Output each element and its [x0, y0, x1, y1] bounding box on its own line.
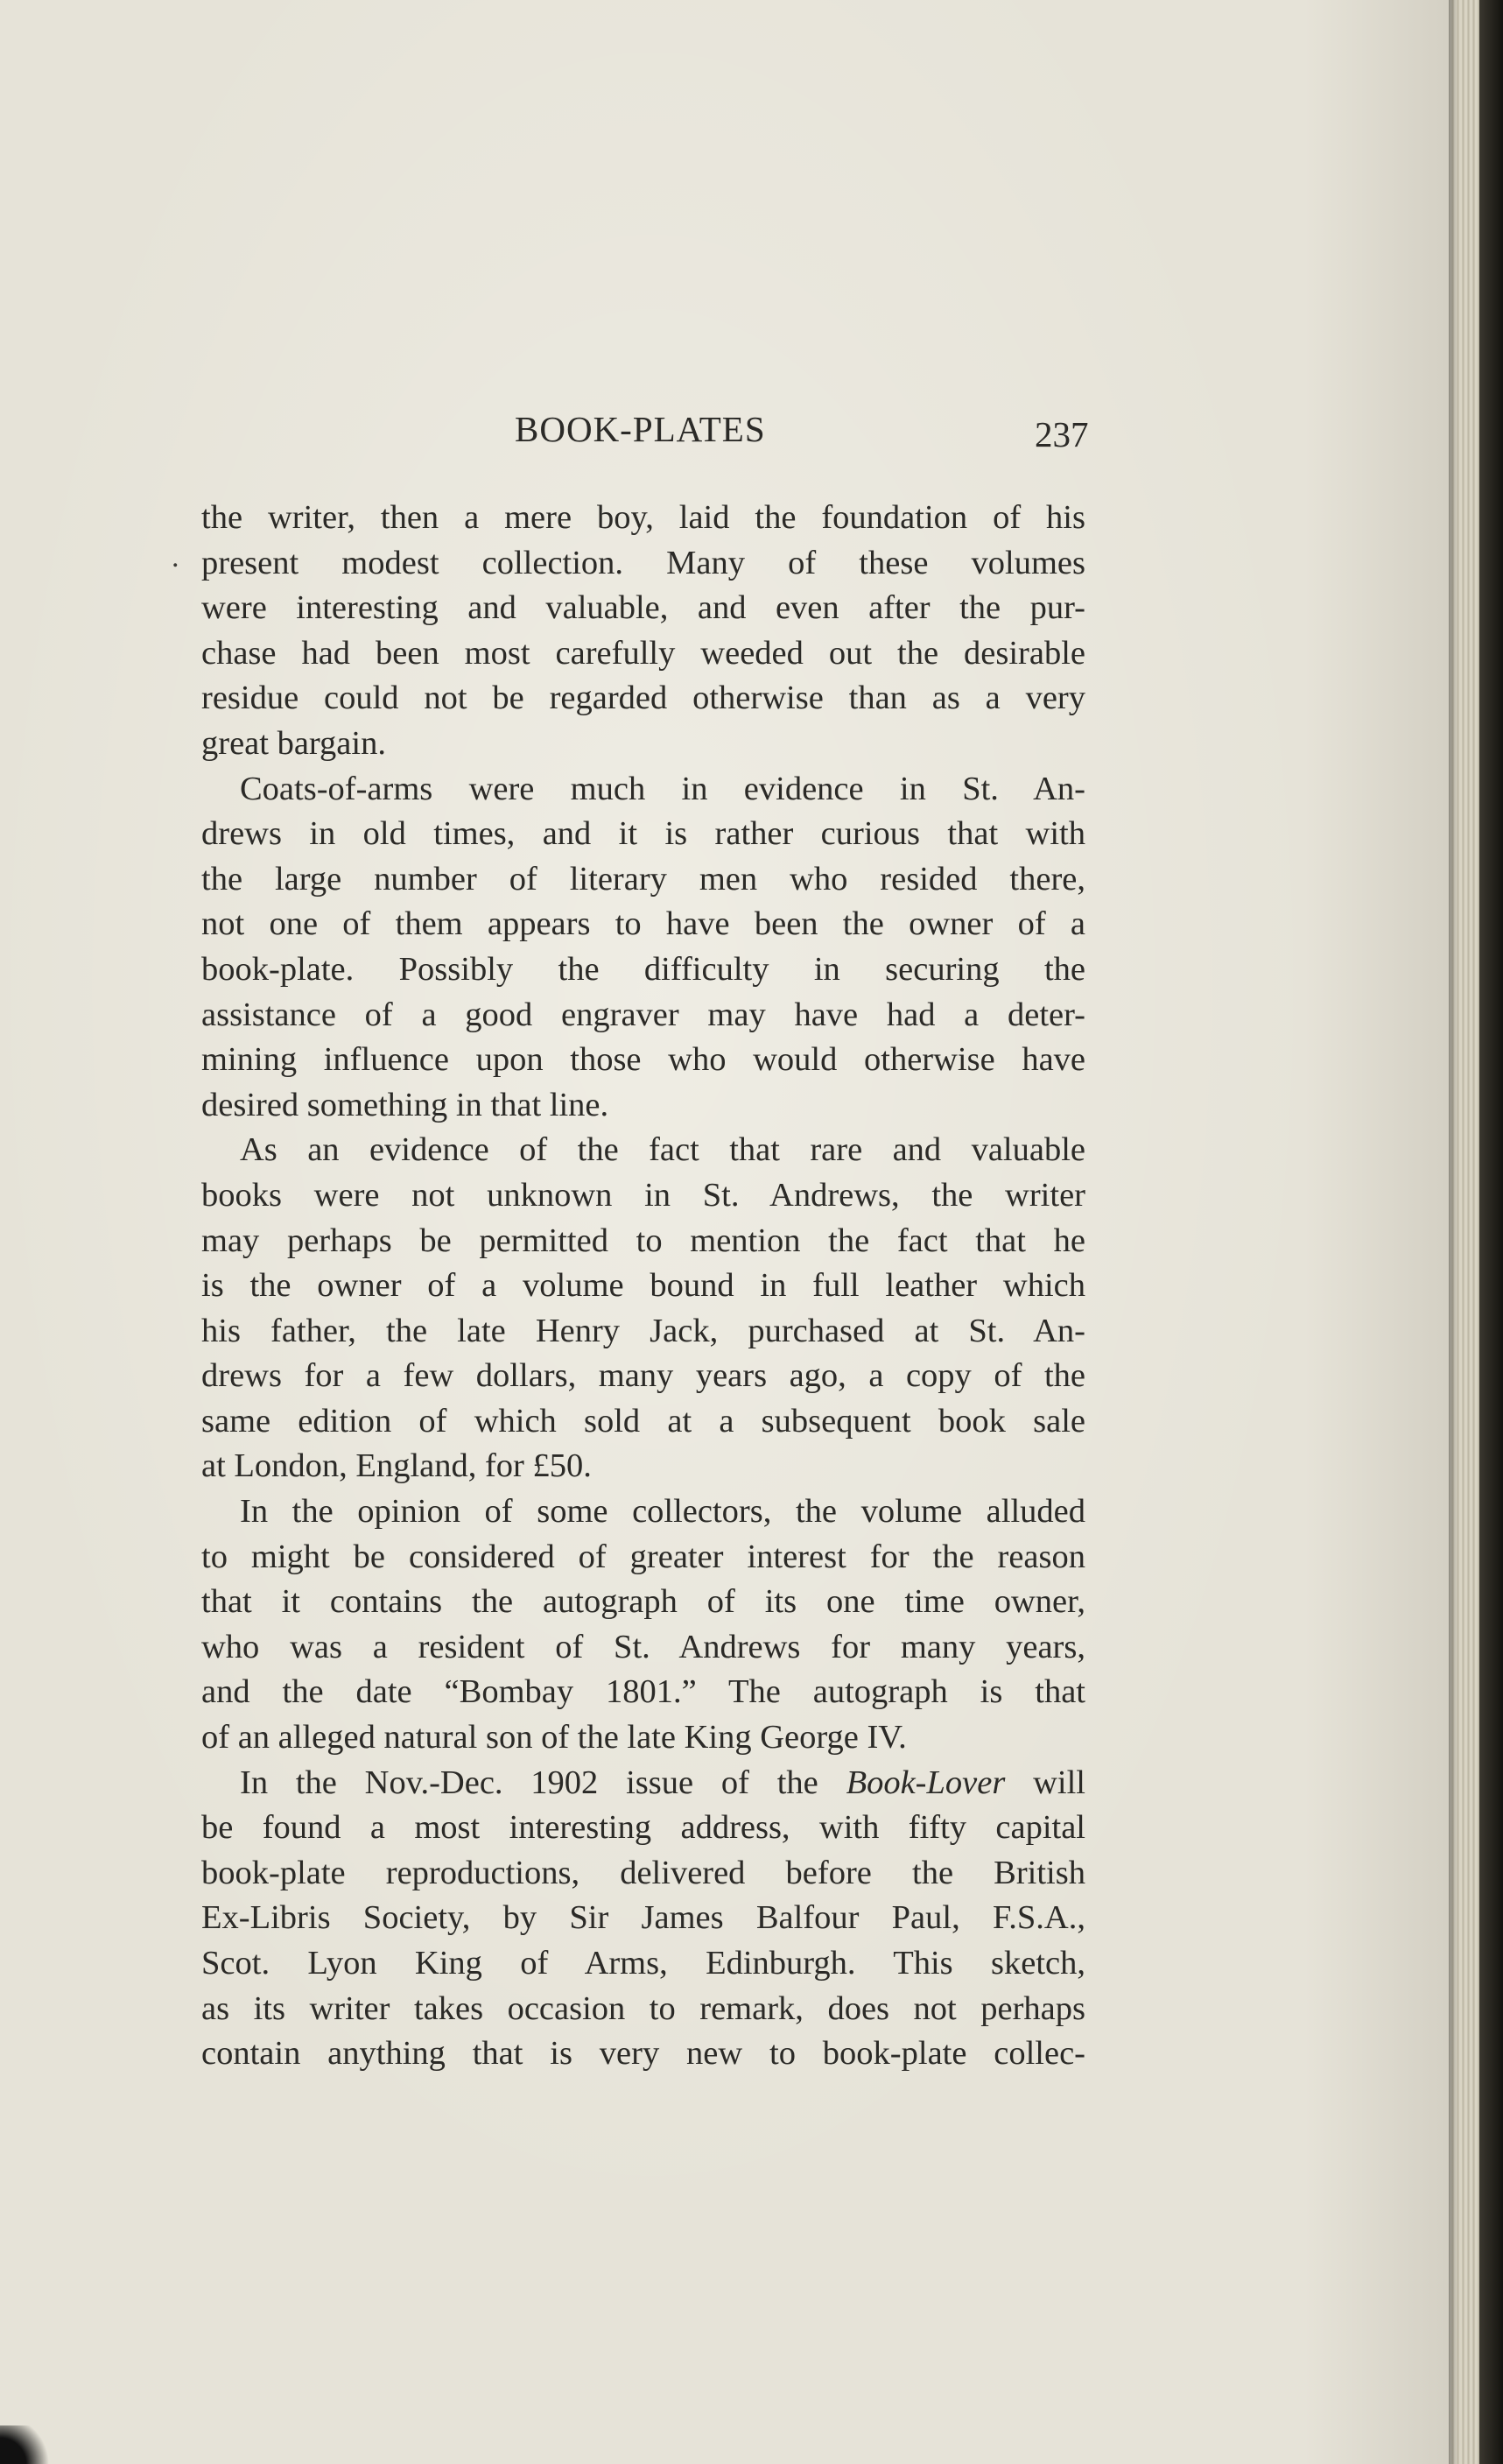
text-line: mining influence upon those who would otherwise have — [201, 1041, 1085, 1079]
body-text — [201, 496, 1085, 2077]
text-line: present modest collection. Many of these volumes — [201, 544, 1085, 581]
text-line: at London, England, for £50. — [201, 1447, 592, 1485]
text-line: the large number of literary men who resided there, — [201, 860, 1085, 898]
text-line: his father, the late Henry Jack, purchased at St. An- — [201, 1312, 1085, 1349]
book-title: Book-Lover — [846, 1764, 1006, 1801]
text-line: books were not unknown in St. Andrews, the writer — [201, 1176, 1085, 1214]
text-line: same edition of which sold at a subsequent book sale — [201, 1402, 1085, 1440]
text-line: were interesting and valuable, and even after the pur- — [201, 589, 1085, 627]
text-line: Coats-of-arms were much in evidence in St. An- — [240, 770, 1085, 807]
text-line: book-plate reproductions, delivered before the British — [201, 1854, 1085, 1891]
edge-shadow — [1449, 0, 1457, 2464]
text-line: Ex-Libris Society, by Sir James Balfour Paul, F.S.A., — [201, 1899, 1085, 1937]
text-fragment: In the Nov.-Dec. 1902 issue of the — [240, 1764, 818, 1801]
text-line: be found a most interesting address, with fifty capital — [201, 1809, 1085, 1847]
margin-mark: . — [172, 541, 179, 574]
text-line: as its writer takes occasion to remark, does not perhaps — [201, 1989, 1085, 2027]
paragraph-3 — [201, 1128, 1085, 1489]
paragraph-1 — [201, 496, 1085, 767]
paragraph-4 — [201, 1489, 1085, 1761]
text-line: assistance of a good engraver may have had a deter- — [201, 996, 1085, 1033]
text-line: In the opinion of some collectors, the volume alluded — [240, 1493, 1085, 1531]
text-line: chase had been most carefully weeded out the desirable — [201, 634, 1085, 672]
text-line: not one of them appears to have been the owner of a — [201, 905, 1085, 943]
text-line: that it contains the autograph of its one time owner, — [201, 1583, 1085, 1621]
text-line: the writer, then a mere boy, laid the foundation of his — [201, 499, 1085, 536]
text-line: may perhaps be permitted to mention the fact that he — [201, 1221, 1085, 1259]
running-head: BOOK-PLATES — [515, 409, 766, 449]
text-line: to might be considered of greater interest for the reason — [201, 1538, 1085, 1575]
text-line: contain anything that is very new to book-plate collec- — [201, 2035, 1085, 2073]
text-line-with-title — [201, 1761, 1085, 1806]
text-line: desired something in that line. — [201, 1086, 609, 1123]
text-line: is the owner of a volume bound in full leather which — [201, 1267, 1085, 1305]
text-line: Scot. Lyon King of Arms, Edinburgh. This sketch, — [201, 1945, 1085, 1982]
text-line: who was a resident of St. Andrews for many years, — [201, 1628, 1085, 1665]
text-line: great bargain. — [201, 724, 386, 762]
text-line: of an alleged natural son of the late King George IV. — [201, 1719, 907, 1756]
text-line: drews in old times, and it is rather curious that with — [201, 815, 1085, 853]
text-fragment: will — [1033, 1764, 1086, 1801]
text-line: drews for a few dollars, many years ago, a copy of the — [201, 1357, 1085, 1395]
text-line: residue could not be regarded otherwise than as a very — [201, 679, 1085, 717]
paragraph-2 — [201, 767, 1085, 1129]
text-line: and the date “Bombay 1801.” The autograph is that — [201, 1673, 1085, 1711]
text-line: book-plate. Possibly the difficulty in securing the — [201, 950, 1085, 988]
corner-shadow — [0, 2425, 53, 2464]
book-cover-edge — [1479, 0, 1503, 2464]
text-line: As an evidence of the fact that rare and valuable — [240, 1131, 1085, 1169]
page-number: 237 — [1035, 414, 1089, 454]
page-header — [201, 401, 1094, 462]
paragraph-5 — [201, 1761, 1085, 2077]
